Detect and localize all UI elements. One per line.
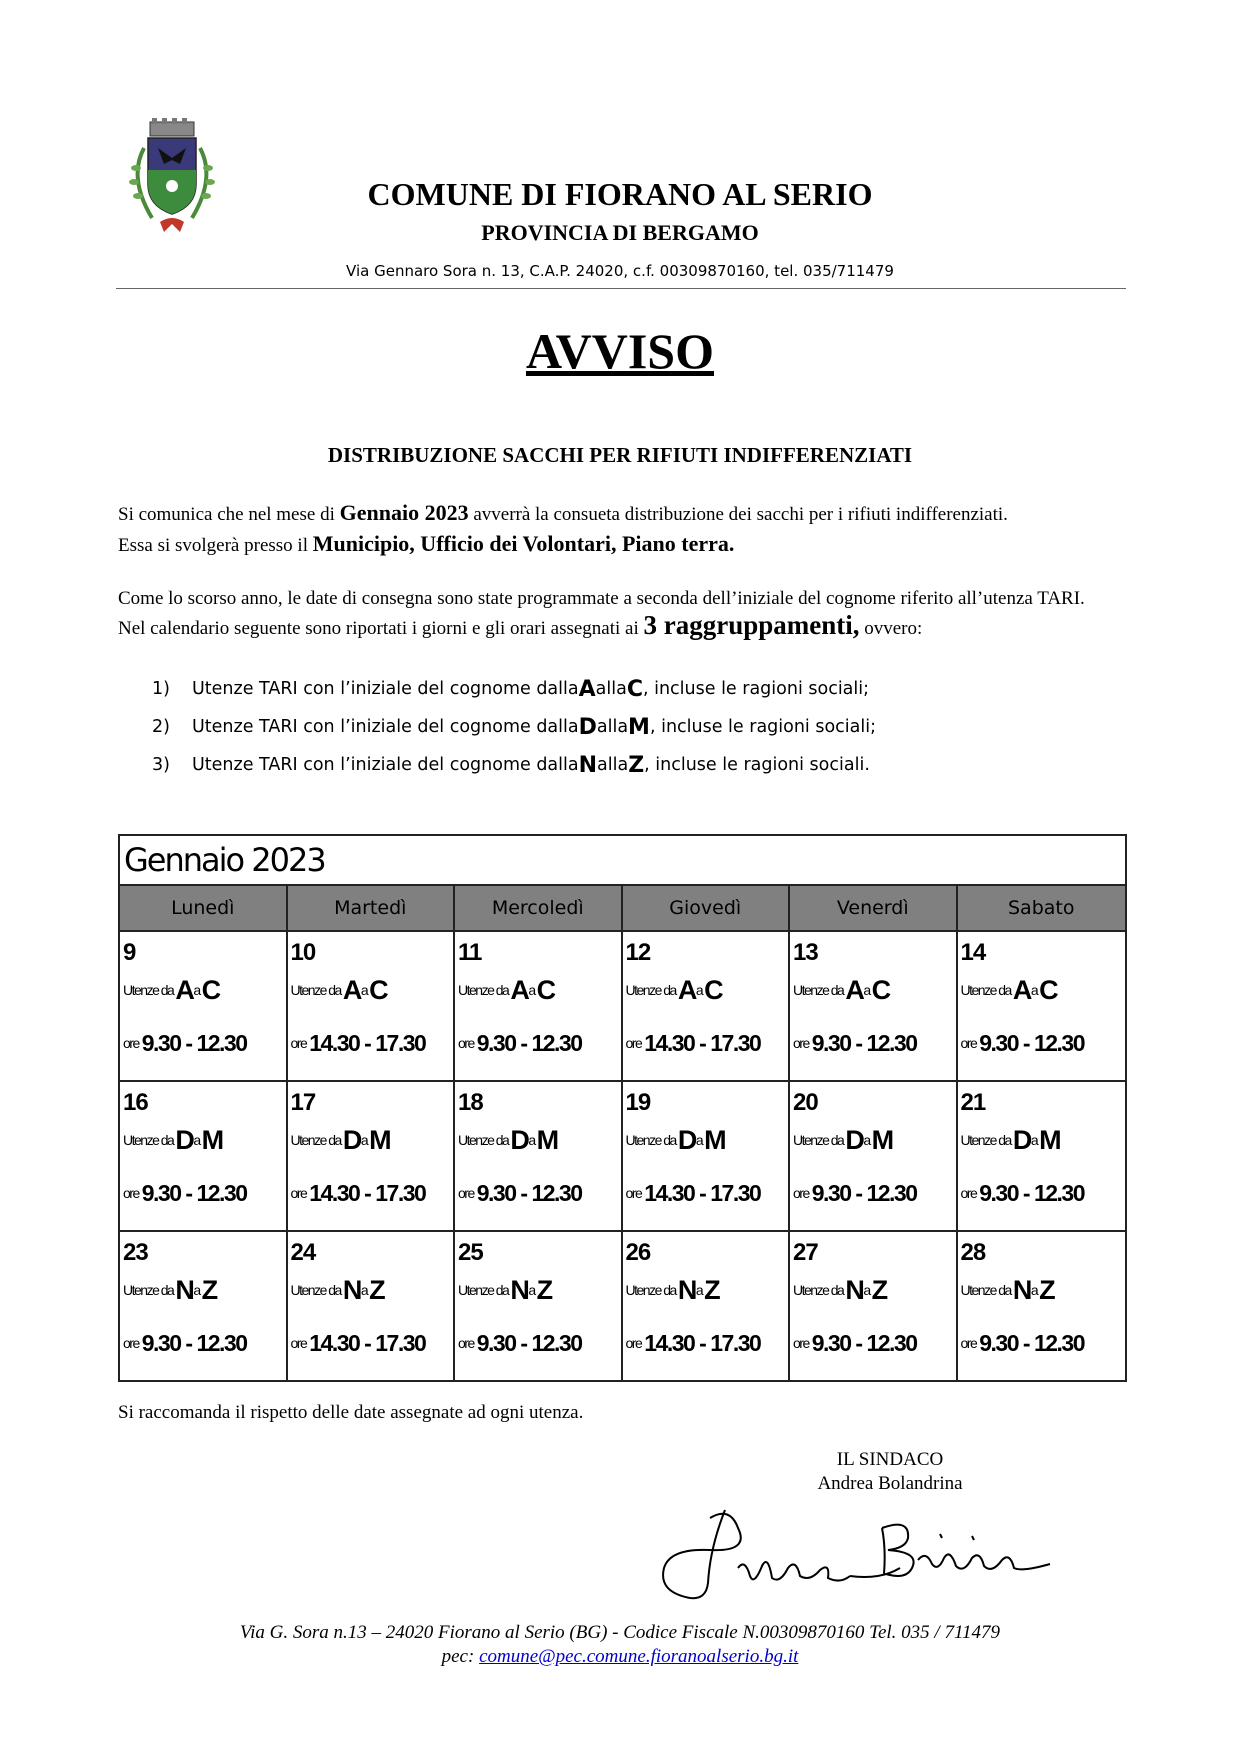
time-range xyxy=(626,1028,786,1058)
letter-from: N xyxy=(175,1274,194,1305)
letter-to: Z xyxy=(536,1274,552,1305)
groups-intro xyxy=(118,610,1128,641)
day-number: 14 xyxy=(960,939,986,966)
ut-label: Utenze da xyxy=(625,1282,676,1298)
day-number: 19 xyxy=(625,1089,651,1116)
ore-label: ore xyxy=(458,1335,474,1351)
explanation-text: Come lo scorso anno, le date di consegna sono state programmate a seconda dell’iniziale del cognome riferito all’utenza TARI. xyxy=(118,588,1085,609)
letter-to: Z xyxy=(628,752,645,778)
day-number: 10 xyxy=(290,939,316,966)
weekday-header: Venerdì xyxy=(790,886,958,930)
letter-from: A xyxy=(175,974,194,1005)
letter-from: D xyxy=(1012,1124,1031,1155)
intro-line-2 xyxy=(118,531,1128,558)
ut-label: Utenze da xyxy=(625,982,676,998)
ut-label: Utenze da xyxy=(960,1282,1011,1298)
ut-label: Utenze da xyxy=(290,1132,341,1148)
ut-label: Utenze da xyxy=(960,982,1011,998)
time-range xyxy=(793,1328,953,1358)
ore-label: ore xyxy=(290,1335,307,1351)
day-number: 13 xyxy=(793,939,818,966)
recommendation-text: Si raccomanda il rispetto delle date assegnate ad ogni utenza. xyxy=(118,1402,584,1423)
group-range xyxy=(793,1120,953,1160)
a-label: a xyxy=(1030,1282,1038,1298)
letter-from: D xyxy=(578,714,597,740)
day-number: 9 xyxy=(123,939,136,966)
time-value: 9.30 - 12.30 xyxy=(476,1329,582,1356)
letter-to: Z xyxy=(201,1274,217,1305)
a-label: a xyxy=(193,1282,200,1298)
a-label: a xyxy=(528,982,535,998)
calendar-day-cell xyxy=(623,1232,791,1380)
ore-label: ore xyxy=(793,1185,809,1201)
calendar-day-cell xyxy=(288,1082,456,1230)
letter-from: N xyxy=(845,1274,864,1305)
weekday-header: Mercoledì xyxy=(455,886,623,930)
text-span: , incluse le ragioni sociali. xyxy=(644,755,870,775)
time-range xyxy=(291,1028,451,1058)
text-span: Utenze TARI con l’iniziale del cognome dalla xyxy=(192,679,579,699)
a-label: a xyxy=(528,1282,535,1298)
letter-to: Z xyxy=(1039,1274,1055,1305)
letter-to: C xyxy=(201,974,220,1005)
letter-from: N xyxy=(1012,1274,1031,1305)
ore-label: ore xyxy=(123,1335,139,1351)
letter-to: C xyxy=(536,974,555,1005)
day-number: 26 xyxy=(625,1239,651,1266)
group-range xyxy=(626,970,786,1010)
calendar-day-cell xyxy=(790,1232,958,1380)
calendar-week-row xyxy=(120,932,1125,1082)
text-span: avverrà la consueta distribuzione dei sacchi per i rifiuti indifferenziati. xyxy=(468,504,1008,525)
list-item xyxy=(152,708,1132,746)
letter-from: A xyxy=(845,974,864,1005)
group-range xyxy=(961,1120,1123,1160)
letter-from: A xyxy=(1012,974,1031,1005)
text-span: . xyxy=(728,531,735,556)
a-label: a xyxy=(695,982,703,998)
a-label: a xyxy=(528,1132,535,1148)
time-range xyxy=(123,1028,283,1058)
handwritten-signature xyxy=(650,1488,1060,1618)
group-range xyxy=(458,1120,618,1160)
calendar-day-cell xyxy=(958,1082,1126,1230)
letter-to: Z xyxy=(704,1274,720,1305)
a-label: a xyxy=(1030,982,1038,998)
ut-label: Utenze da xyxy=(458,1282,509,1298)
ore-label: ore xyxy=(793,1035,809,1051)
time-range xyxy=(291,1178,451,1208)
time-value: 9.30 - 12.30 xyxy=(811,1179,917,1206)
time-value: 14.30 - 17.30 xyxy=(644,1029,761,1056)
day-number: 23 xyxy=(123,1239,148,1266)
group-range xyxy=(793,970,953,1010)
time-value: 14.30 - 17.30 xyxy=(309,1029,426,1056)
letter-from: A xyxy=(677,974,696,1005)
ore-label: ore xyxy=(458,1035,474,1051)
time-range xyxy=(626,1178,786,1208)
letter-to: M xyxy=(369,1124,391,1155)
a-label: a xyxy=(1030,1132,1038,1148)
letter-from: A xyxy=(342,974,361,1005)
letter-from: A xyxy=(510,974,529,1005)
text-span: Essa si svolgerà presso il xyxy=(118,535,313,556)
day-number: 27 xyxy=(793,1239,818,1266)
ut-label: Utenze da xyxy=(793,1132,844,1148)
day-number: 21 xyxy=(960,1089,986,1116)
time-range xyxy=(458,1178,618,1208)
letter-to: C xyxy=(369,974,388,1005)
weekday-header: Giovedì xyxy=(623,886,791,930)
calendar-day-cell xyxy=(288,1232,456,1380)
calendar-day-cell xyxy=(120,932,288,1080)
letter-to: M xyxy=(871,1124,893,1155)
pec-email-link[interactable]: comune@pec.comune.fioranoalserio.bg.it xyxy=(479,1646,799,1667)
day-number: 16 xyxy=(123,1089,148,1116)
calendar-day-cell xyxy=(958,1232,1126,1380)
list-item xyxy=(152,670,1132,708)
ore-label: ore xyxy=(960,1335,977,1351)
a-label: a xyxy=(193,982,200,998)
groups-list xyxy=(152,670,1132,784)
letter-to: Z xyxy=(871,1274,887,1305)
group-range xyxy=(793,1270,953,1310)
explanation-paragraph xyxy=(118,586,1128,641)
month-highlight: Gennaio 2023 xyxy=(339,500,469,525)
letter-to: M xyxy=(201,1124,223,1155)
group-range xyxy=(291,970,451,1010)
time-range xyxy=(123,1178,283,1208)
day-number: 18 xyxy=(458,1089,483,1116)
letter-from: N xyxy=(578,752,598,778)
time-value: 9.30 - 12.30 xyxy=(979,1329,1084,1356)
weekday-header: Martedì xyxy=(288,886,456,930)
letter-to: Z xyxy=(369,1274,385,1305)
municipality-title: COMUNE DI FIORANO AL SERIO xyxy=(367,176,873,212)
calendar-table xyxy=(118,834,1127,1382)
letter-from: D xyxy=(342,1124,361,1155)
text-span: Si comunica che nel mese di xyxy=(118,504,340,525)
day-number: 25 xyxy=(458,1239,483,1266)
letter-to: C xyxy=(1039,974,1058,1005)
list-number: 3) xyxy=(152,755,170,775)
text-span: Nel calendario seguente sono riportati i giorni e gli orari assegnati ai xyxy=(118,618,644,639)
calendar-day-cell xyxy=(623,932,791,1080)
letter-from: N xyxy=(677,1274,696,1305)
calendar-day-cell xyxy=(455,932,623,1080)
ore-label: ore xyxy=(290,1035,307,1051)
a-label: a xyxy=(695,1282,703,1298)
text-span: , incluse le ragioni sociali; xyxy=(649,717,877,737)
list-number: 1) xyxy=(152,679,170,699)
time-value: 9.30 - 12.30 xyxy=(141,1179,247,1206)
ut-label: Utenze da xyxy=(458,982,509,998)
ore-label: ore xyxy=(290,1185,307,1201)
ore-label: ore xyxy=(123,1185,139,1201)
ut-label: Utenze da xyxy=(793,1282,844,1298)
a-label: a xyxy=(193,1132,200,1148)
calendar-day-cell xyxy=(958,932,1126,1080)
calendar-day-cell xyxy=(790,932,958,1080)
time-range xyxy=(793,1178,953,1208)
ore-label: ore xyxy=(458,1185,474,1201)
footer-pec xyxy=(0,1646,1240,1668)
ut-label: Utenze da xyxy=(123,1132,174,1148)
notice-title: AVVISO xyxy=(525,323,715,379)
day-number: 24 xyxy=(290,1239,316,1266)
a-label: a xyxy=(695,1132,703,1148)
group-range xyxy=(458,970,618,1010)
location-highlight: Municipio, Ufficio dei Volontari, Piano terra xyxy=(312,531,729,556)
letter-to: C xyxy=(704,974,723,1005)
letter-to: M xyxy=(1039,1124,1061,1155)
list-number: 2) xyxy=(152,717,170,737)
calendar-body xyxy=(120,932,1125,1380)
text-span: alla xyxy=(596,717,629,737)
text-span: , incluse le ragioni sociali; xyxy=(642,679,870,699)
day-number: 11 xyxy=(458,939,482,966)
time-value: 9.30 - 12.30 xyxy=(979,1029,1084,1056)
time-range xyxy=(961,1328,1123,1358)
time-value: 9.30 - 12.30 xyxy=(476,1029,582,1056)
calendar-day-cell xyxy=(790,1082,958,1230)
ore-label: ore xyxy=(960,1185,977,1201)
time-value: 9.30 - 12.30 xyxy=(141,1029,247,1056)
letter-to: C xyxy=(626,676,643,702)
letter-to: C xyxy=(871,974,890,1005)
notice-subtitle: DISTRIBUZIONE SACCHI PER RIFIUTI INDIFFERENZIATI xyxy=(327,443,913,467)
time-range xyxy=(123,1328,283,1358)
text-span: ovvero: xyxy=(859,618,923,639)
time-value: 14.30 - 17.30 xyxy=(644,1329,761,1356)
calendar-day-cell xyxy=(455,1232,623,1380)
calendar-day-cell xyxy=(288,932,456,1080)
list-item xyxy=(152,746,1132,784)
time-value: 14.30 - 17.30 xyxy=(644,1179,761,1206)
time-range xyxy=(291,1328,451,1358)
ut-label: Utenze da xyxy=(458,1132,509,1148)
a-label: a xyxy=(360,1282,368,1298)
time-range xyxy=(961,1178,1123,1208)
calendar-header-row xyxy=(120,886,1125,932)
letter-from: N xyxy=(342,1274,361,1305)
time-value: 14.30 - 17.30 xyxy=(309,1179,426,1206)
day-number: 17 xyxy=(290,1089,316,1116)
groups-highlight: 3 raggruppamenti, xyxy=(643,610,860,640)
time-value: 9.30 - 12.30 xyxy=(141,1329,247,1356)
weekday-header: Lunedì xyxy=(120,886,288,930)
intro-paragraph xyxy=(118,500,1128,558)
a-label: a xyxy=(863,982,870,998)
day-number: 20 xyxy=(793,1089,818,1116)
header-divider xyxy=(116,288,1126,289)
group-range xyxy=(123,1120,283,1160)
mayor-role: IL SINDACO xyxy=(836,1449,944,1470)
letter-from: D xyxy=(175,1124,194,1155)
letter-from: A xyxy=(578,676,596,702)
day-number: 28 xyxy=(960,1239,986,1266)
a-label: a xyxy=(360,982,368,998)
time-value: 9.30 - 12.30 xyxy=(811,1329,917,1356)
group-range xyxy=(961,1270,1123,1310)
calendar-day-cell xyxy=(623,1082,791,1230)
letter-to: M xyxy=(704,1124,726,1155)
calendar-week-row xyxy=(120,1232,1125,1380)
weekday-header: Sabato xyxy=(1008,897,1075,919)
calendar-week-row xyxy=(120,1082,1125,1232)
header-address: Via Gennaro Sora n. 13, C.A.P. 24020, c.f. 00309870160, tel. 035/711479 xyxy=(346,262,894,280)
ut-label: Utenze da xyxy=(123,1282,174,1298)
text-span: Utenze TARI con l’iniziale del cognome dalla xyxy=(192,755,579,775)
a-label: a xyxy=(863,1282,870,1298)
group-range xyxy=(626,1270,786,1310)
ore-label: ore xyxy=(625,1035,642,1051)
intro-line-1 xyxy=(118,500,1128,527)
ut-label: Utenze da xyxy=(290,1282,341,1298)
ut-label: Utenze da xyxy=(290,982,341,998)
calendar-day-cell xyxy=(120,1082,288,1230)
time-range xyxy=(626,1328,786,1358)
ore-label: ore xyxy=(123,1035,139,1051)
calendar-day-cell xyxy=(120,1232,288,1380)
letter-from: D xyxy=(845,1124,864,1155)
ore-label: ore xyxy=(960,1035,977,1051)
footer-address: Via G. Sora n.13 – 24020 Fiorano al Serio (BG) - Codice Fiscale N.00309870160 Tel. 035 / 711479 xyxy=(239,1622,1001,1643)
mayor-name: Andrea Bolandrina xyxy=(817,1473,963,1494)
pec-label: pec: xyxy=(441,1646,480,1667)
letter-to: M xyxy=(536,1124,558,1155)
group-range xyxy=(291,1120,451,1160)
letter-to: M xyxy=(628,714,650,740)
time-value: 9.30 - 12.30 xyxy=(979,1179,1084,1206)
text-span: Utenze TARI con l’iniziale del cognome dalla xyxy=(192,717,579,737)
province-title: PROVINCIA DI BERGAMO xyxy=(481,220,759,245)
group-range xyxy=(458,1270,618,1310)
text-span: alla xyxy=(597,755,629,775)
ut-label: Utenze da xyxy=(793,982,844,998)
time-range xyxy=(961,1028,1123,1058)
ut-label: Utenze da xyxy=(960,1132,1011,1148)
ut-label: Utenze da xyxy=(625,1132,676,1148)
day-number: 12 xyxy=(625,939,651,966)
ut-label: Utenze da xyxy=(123,982,174,998)
letter-from: D xyxy=(510,1124,529,1155)
time-range xyxy=(458,1328,618,1358)
letter-from: D xyxy=(677,1124,696,1155)
group-range xyxy=(961,970,1123,1010)
time-value: 14.30 - 17.30 xyxy=(309,1329,426,1356)
ore-label: ore xyxy=(793,1335,809,1351)
time-range xyxy=(458,1028,618,1058)
ore-label: ore xyxy=(625,1335,642,1351)
a-label: a xyxy=(863,1132,870,1148)
group-range xyxy=(123,1270,283,1310)
calendar-day-cell xyxy=(455,1082,623,1230)
group-range xyxy=(123,970,283,1010)
letter-from: N xyxy=(510,1274,529,1305)
group-range xyxy=(291,1270,451,1310)
text-span: alla xyxy=(595,679,627,699)
a-label: a xyxy=(360,1132,368,1148)
calendar-title: Gennaio 2023 xyxy=(120,836,1125,886)
time-value: 9.30 - 12.30 xyxy=(811,1029,917,1056)
time-range xyxy=(793,1028,953,1058)
time-value: 9.30 - 12.30 xyxy=(476,1179,582,1206)
group-range xyxy=(626,1120,786,1160)
ore-label: ore xyxy=(625,1185,642,1201)
